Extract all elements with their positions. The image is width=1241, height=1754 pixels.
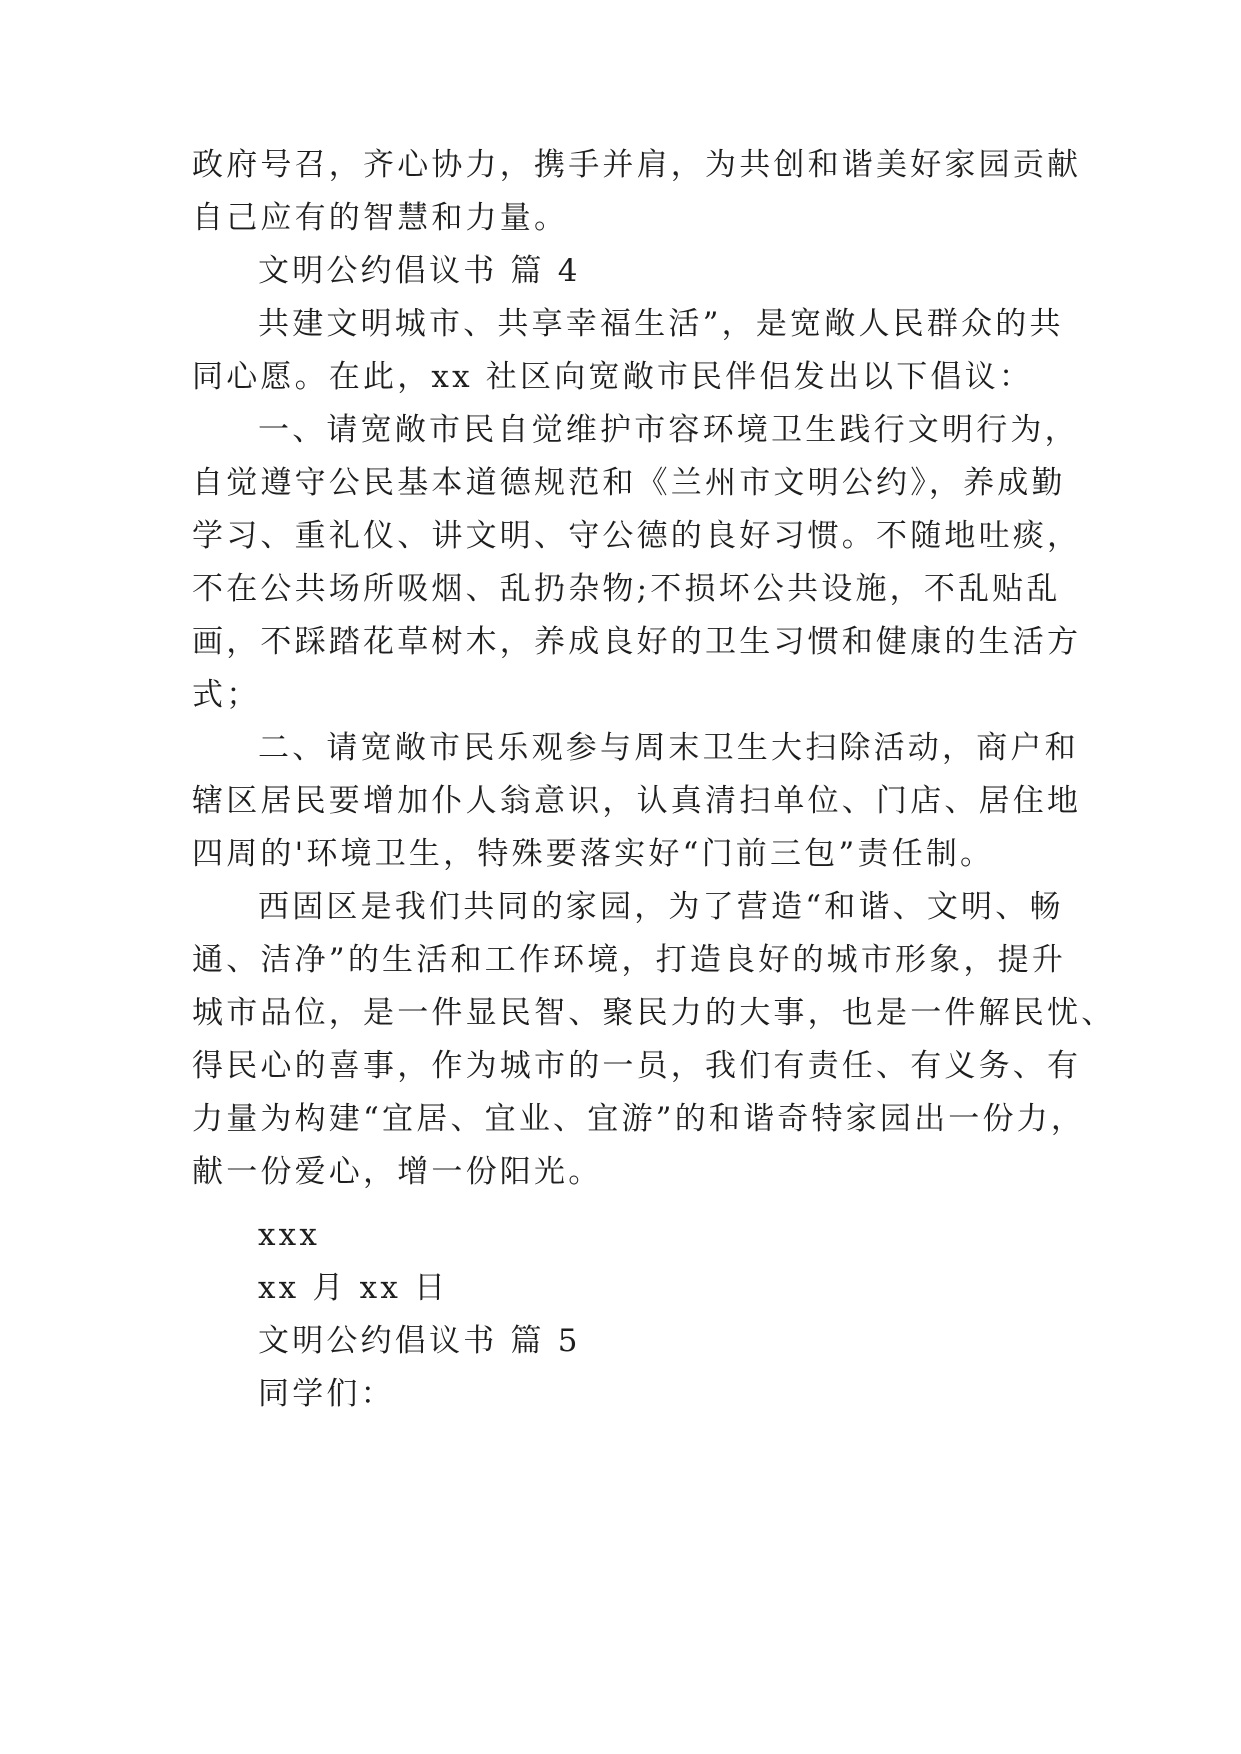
section-heading: 文明公约倡议书 篇 5 — [258, 1323, 581, 1359]
text-line: 式； — [192, 677, 261, 713]
text-line: 自觉遵守公民基本道德规范和《兰州市文明公约》，养成勤 — [192, 465, 1066, 501]
paragraph-first-line: 二、请宽敞市民乐观参与周末卫生大扫除活动，商户和 — [258, 730, 1079, 766]
text-line: 同心愿。在此，xx 社区向宽敞市民伴侣发出以下倡议： — [192, 359, 1034, 395]
text-line: 力量为构建“宜居、宜业、宜游”的和谐奇特家园出一份力， — [192, 1101, 1086, 1137]
text-line: 自己应有的智慧和力量。 — [192, 200, 569, 236]
text-line: 通、洁净”的生活和工作环境，打造良好的城市形象，提升 — [192, 942, 1067, 978]
paragraph-first-line: 共建文明城市、共享幸福生活”，是宽敞人民群众的共 — [258, 306, 1064, 342]
text-line: 献一份爱心，增一份阳光。 — [192, 1154, 603, 1190]
section-heading: 文明公约倡议书 篇 4 — [258, 253, 581, 289]
signature-date: xx 月 xx 日 — [258, 1270, 449, 1306]
text-line: 不在公共场所吸烟、乱扔杂物;不损坏公共设施，不乱贴乱 — [192, 571, 1061, 607]
text-line: 画，不踩踏花草树木，养成良好的卫生习惯和健康的生活方 — [192, 624, 1082, 660]
text-line: 四周的'环境卫生，特殊要落实好“门前三包”责任制。 — [192, 836, 995, 872]
text-line: 学习、重礼仪、讲文明、守公德的良好习惯。不随地吐痰， — [192, 518, 1082, 554]
text-line: 得民心的喜事，作为城市的一员，我们有责任、有义务、有 — [192, 1048, 1082, 1084]
text-line: 政府号召，齐心协力，携手并肩，为共创和谐美好家园贡献 — [192, 147, 1082, 183]
signature-name: xxx — [258, 1217, 321, 1253]
salutation: 同学们： — [258, 1376, 395, 1412]
paragraph-first-line: 一、请宽敞市民自觉维护市容环境卫生践行文明行为， — [258, 412, 1079, 448]
text-line: 辖区居民要增加仆人翁意识，认真清扫单位、门店、居住地 — [192, 783, 1082, 819]
text-line: 城市品位，是一件显民智、聚民力的大事，也是一件解民忧、 — [192, 995, 1116, 1031]
paragraph-first-line: 西固区是我们共同的家园，为了营造“和谐、文明、畅 — [258, 889, 1064, 925]
